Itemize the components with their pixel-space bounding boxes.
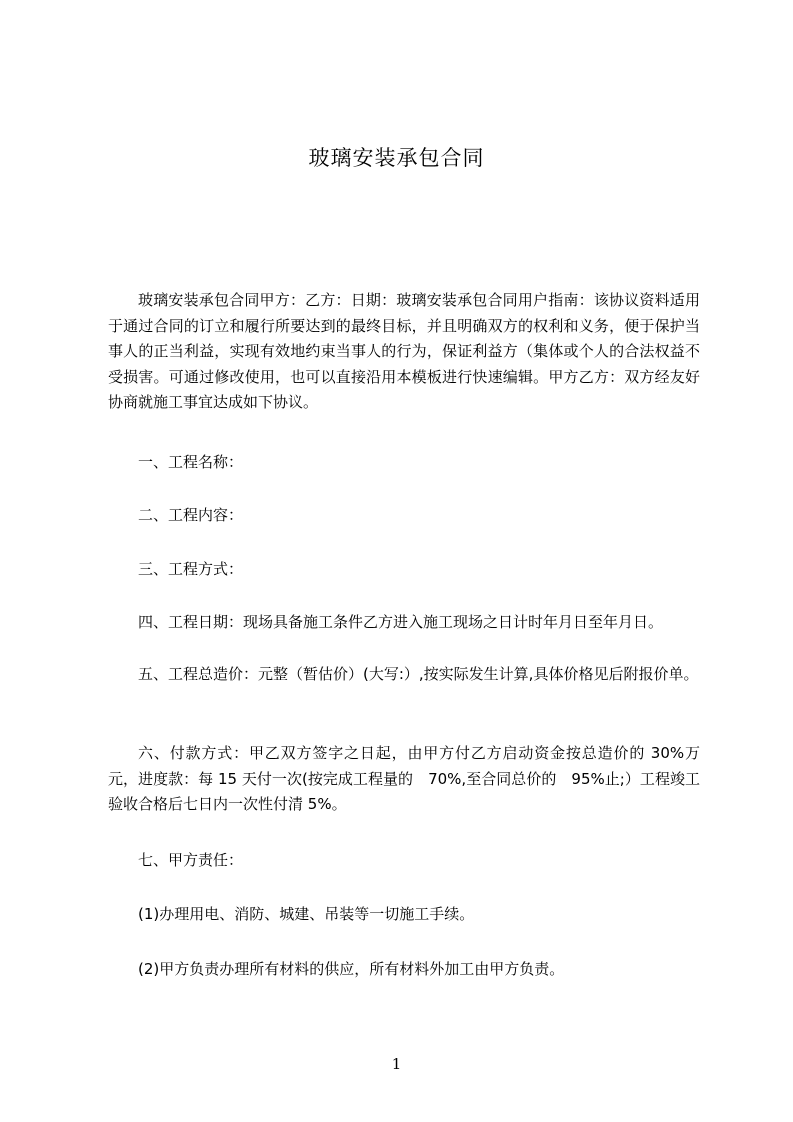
clause-project-method: 三、工程方式： xyxy=(138,560,244,578)
clause-payment-method: 六、付款方式：甲乙双方签字之日起，由甲方付乙方启动资金按总造价的 30%万元，进度款：每 15 天付一次(按完成工程量的 70%,至合同总价的 95%止;）工程竣工验收合格后七日内一次性付清 5%。 xyxy=(108,744,700,814)
document-title: 玻璃安装承包合同 xyxy=(308,146,485,170)
clause-project-name: 一、工程名称： xyxy=(138,453,244,471)
clause-total-price: 五、工程总造价：元整（暂估价）(大写:）,按实际发生计算,具体价格见后附报价单。 xyxy=(138,665,699,683)
intro-paragraph: 玻璃安装承包合同甲方：乙方：日期：玻璃安装承包合同用户指南：该协议资料适用于通过合同的订立和履行所要达到的最终目标，并且明确双方的权利和义务，便于保护当事人的正当利益，实现有效地约束当事人的行为，保证利益方（集体或个人的合法权益不受损害。可通过修改使用，也可以直接沿用本模板进行快速编辑。甲方乙方：双方经友好协商就施工事宜达成如下协议。 xyxy=(108,291,700,412)
clause-party-a-duties: 七、甲方责任： xyxy=(138,851,244,869)
party-a-duty-1: (1)办理用电、消防、城建、吊装等一切施工手续。 xyxy=(138,905,475,923)
party-a-duty-2: (2)甲方负责办理所有材料的供应，所有材料外加工由甲方负责。 xyxy=(138,960,565,978)
clause-project-content: 二、工程内容： xyxy=(138,506,244,524)
clause-project-dates: 四、工程日期：现场具备施工条件乙方进入施工现场之日计时年月日至年月日。 xyxy=(138,613,664,631)
page-number: 1 xyxy=(391,1055,402,1073)
